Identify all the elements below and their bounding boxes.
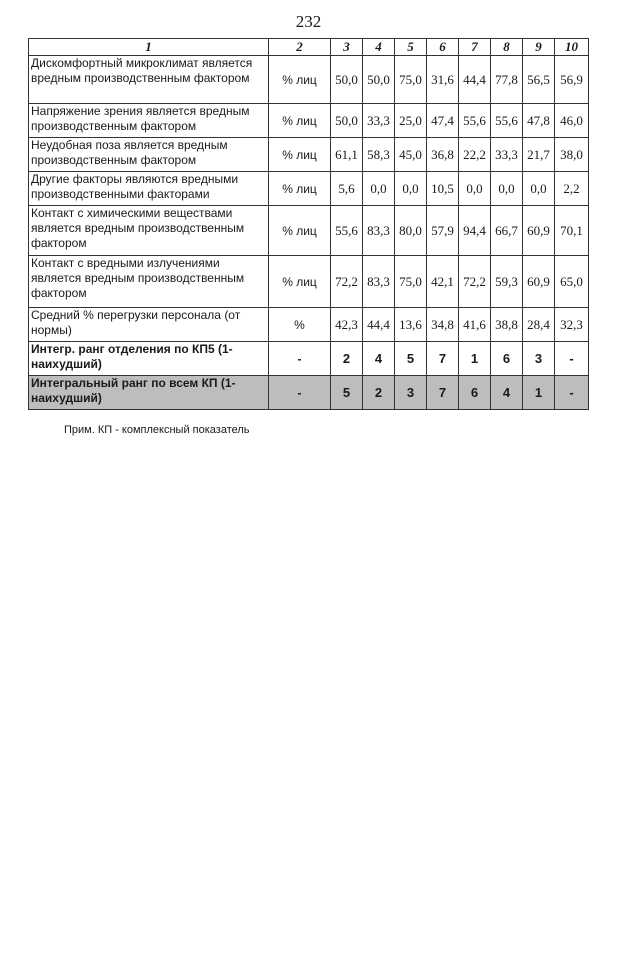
table-cell: 60,9 xyxy=(523,206,555,256)
row-label: Другие факторы являются вредными производственными факторами xyxy=(29,172,269,206)
table-cell: 42,1 xyxy=(427,256,459,308)
table-cell: 57,9 xyxy=(427,206,459,256)
table-row xyxy=(29,308,589,342)
table-cell: 80,0 xyxy=(395,206,427,256)
column-header: 2 xyxy=(269,39,331,56)
column-header: 1 xyxy=(29,39,269,56)
table-cell: 56,5 xyxy=(523,56,555,104)
column-header: 10 xyxy=(555,39,589,56)
column-header: 8 xyxy=(491,39,523,56)
table-cell: 72,2 xyxy=(331,256,363,308)
table-cell: 45,0 xyxy=(395,138,427,172)
row-unit: % лиц xyxy=(269,256,331,308)
table-cell: 33,3 xyxy=(363,104,395,138)
table-cell: 41,6 xyxy=(459,308,491,342)
table-cell: 4 xyxy=(491,376,523,410)
table-cell: 3 xyxy=(395,376,427,410)
table-row xyxy=(29,256,589,308)
row-unit: % xyxy=(269,308,331,342)
table-cell: 33,3 xyxy=(491,138,523,172)
table-cell: 7 xyxy=(427,376,459,410)
row-unit: - xyxy=(269,376,331,410)
row-unit: % лиц xyxy=(269,206,331,256)
column-header: 4 xyxy=(363,39,395,56)
column-header: 6 xyxy=(427,39,459,56)
table-cell: 2,2 xyxy=(555,172,589,206)
table-cell: 1 xyxy=(459,342,491,376)
row-unit: % лиц xyxy=(269,172,331,206)
page-number: 232 xyxy=(295,12,322,31)
table-cell: - xyxy=(555,342,589,376)
table-row xyxy=(29,342,589,376)
table-cell: 77,8 xyxy=(491,56,523,104)
column-header: 5 xyxy=(395,39,427,56)
column-header: 3 xyxy=(331,39,363,56)
row-label: Контакт с химическими веществами является вредным производственным фактором xyxy=(29,206,269,256)
table-cell: 3 xyxy=(523,342,555,376)
table-cell: 75,0 xyxy=(395,56,427,104)
table-cell: 44,4 xyxy=(459,56,491,104)
table-row xyxy=(29,206,589,256)
table-cell: 0,0 xyxy=(395,172,427,206)
table-cell: 0,0 xyxy=(523,172,555,206)
data-table xyxy=(28,38,589,410)
row-unit: % лиц xyxy=(269,104,331,138)
table-cell: 94,4 xyxy=(459,206,491,256)
table-row xyxy=(29,138,589,172)
table-cell: 50,0 xyxy=(331,104,363,138)
row-label: Напряжение зрения является вредным производственным фактором xyxy=(29,104,269,138)
table-cell: 13,6 xyxy=(395,308,427,342)
table-cell: 36,8 xyxy=(427,138,459,172)
row-label: Интегральный ранг по всем КП (1-наихудший) xyxy=(29,376,269,410)
table-cell: 2 xyxy=(331,342,363,376)
table-cell: 55,6 xyxy=(491,104,523,138)
table-cell: 44,4 xyxy=(363,308,395,342)
table-cell: 50,0 xyxy=(331,56,363,104)
table-cell: 75,0 xyxy=(395,256,427,308)
table-cell: 31,6 xyxy=(427,56,459,104)
table-cell: 60,9 xyxy=(523,256,555,308)
table-cell: 5 xyxy=(331,376,363,410)
table-cell: 50,0 xyxy=(363,56,395,104)
table-cell: 34,8 xyxy=(427,308,459,342)
table-cell: 21,7 xyxy=(523,138,555,172)
table-cell: 0,0 xyxy=(459,172,491,206)
table-cell: 55,6 xyxy=(331,206,363,256)
column-header: 7 xyxy=(459,39,491,56)
table-cell: 5 xyxy=(395,342,427,376)
table-cell: 59,3 xyxy=(491,256,523,308)
table-cell: 6 xyxy=(491,342,523,376)
table-cell: 70,1 xyxy=(555,206,589,256)
table-cell: 2 xyxy=(363,376,395,410)
table-cell: 5,6 xyxy=(331,172,363,206)
table-cell: 47,8 xyxy=(523,104,555,138)
table-cell: 0,0 xyxy=(491,172,523,206)
table-cell: 25,0 xyxy=(395,104,427,138)
table-cell: 38,0 xyxy=(555,138,589,172)
table-cell: 7 xyxy=(427,342,459,376)
table-cell: 42,3 xyxy=(331,308,363,342)
table-cell: 32,3 xyxy=(555,308,589,342)
row-label: Средний % перегрузки персонала (от нормы) xyxy=(29,308,269,342)
table-row xyxy=(29,376,589,410)
table-cell: 72,2 xyxy=(459,256,491,308)
table-cell: 83,3 xyxy=(363,206,395,256)
table-cell: 4 xyxy=(363,342,395,376)
row-label: Дискомфортный микроклимат является вредным производственным фактором xyxy=(29,56,269,104)
table-cell: 47,4 xyxy=(427,104,459,138)
table-cell: 61,1 xyxy=(331,138,363,172)
table-cell: 0,0 xyxy=(363,172,395,206)
table-cell: - xyxy=(555,376,589,410)
table-row xyxy=(29,172,589,206)
table-cell: 28,4 xyxy=(523,308,555,342)
table-cell: 1 xyxy=(523,376,555,410)
table-footnote: Прим. КП - комплексный показатель xyxy=(64,424,250,436)
table-cell: 6 xyxy=(459,376,491,410)
table-cell: 58,3 xyxy=(363,138,395,172)
header-row xyxy=(29,39,589,56)
row-unit: % лиц xyxy=(269,138,331,172)
table-cell: 46,0 xyxy=(555,104,589,138)
table-cell: 56,9 xyxy=(555,56,589,104)
row-unit: - xyxy=(269,342,331,376)
table-cell: 65,0 xyxy=(555,256,589,308)
table-cell: 22,2 xyxy=(459,138,491,172)
row-label: Контакт с вредными излучениями является вредным производственным фактором xyxy=(29,256,269,308)
row-label: Интегр. ранг отделения по КП5 (1-наихудший) xyxy=(29,342,269,376)
table-cell: 83,3 xyxy=(363,256,395,308)
table-row xyxy=(29,104,589,138)
row-label: Неудобная поза является вредным производственным фактором xyxy=(29,138,269,172)
table-cell: 38,8 xyxy=(491,308,523,342)
table-cell: 66,7 xyxy=(491,206,523,256)
row-unit: % лиц xyxy=(269,56,331,104)
table-row xyxy=(29,56,589,104)
table-cell: 55,6 xyxy=(459,104,491,138)
column-header: 9 xyxy=(523,39,555,56)
table-cell: 10,5 xyxy=(427,172,459,206)
